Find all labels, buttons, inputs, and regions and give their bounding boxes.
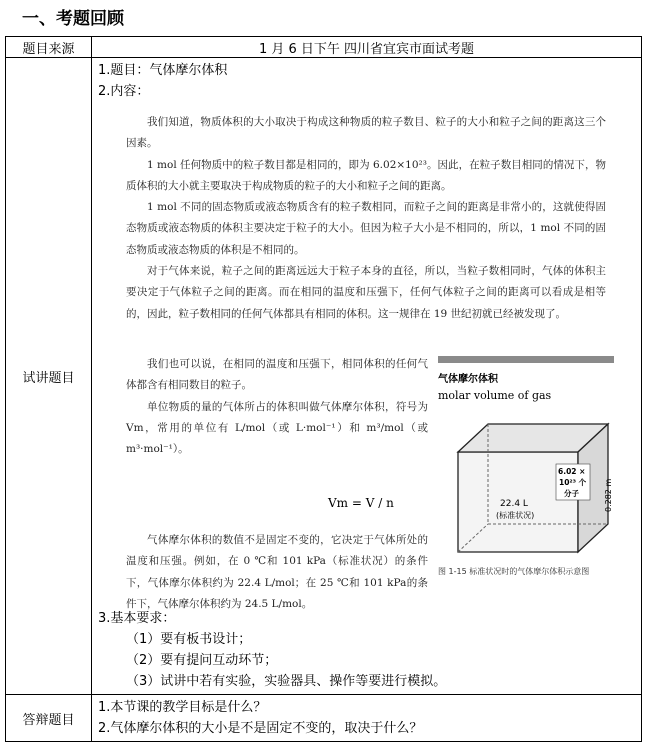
trial-row <box>6 58 642 695</box>
defense-content <box>92 695 642 742</box>
volume-label: 22.4 L <box>500 499 528 509</box>
defense-row <box>6 695 642 742</box>
topic-line: 1.题目：气体摩尔体积 <box>98 63 228 78</box>
tb-paragraph-6: 单位物质的量的气体所占的体积叫做气体摩尔体积，符号为 Vm，常用的单位有 L/mol（或 L·mol⁻¹）和 m³/mol（或m³·mol⁻¹）。 <box>126 400 428 456</box>
defense-question: 2.气体摩尔体积的大小是不是固定不变的，取决于什么？ <box>98 721 423 736</box>
source-value: 1 月 6 日下午 四川省宜宾市面试考题 <box>92 37 642 58</box>
section-title: 一、考题回顾 <box>22 9 124 29</box>
defense-label: 答辩题目 <box>6 695 92 742</box>
content-label: 2.内容： <box>98 84 150 99</box>
figure-bar <box>438 356 614 363</box>
requirement-item: （3）试讲中若有实验，实验器具、操作等要进行模拟。 <box>126 674 447 689</box>
tb-paragraph-1: 我们知道，物质体积的大小取决于构成这种物质的粒子数目、粒子的大小和粒子之间的距离这三个因素。 <box>126 116 606 150</box>
trial-content <box>92 58 642 695</box>
formula-vm: Vm = V / n <box>328 496 394 510</box>
molecule-power: 10²³ 个 <box>559 478 587 487</box>
edge-length-label: 0.282 m <box>604 478 613 512</box>
header-row <box>6 37 642 58</box>
textbook-text-narrow-2 <box>126 530 428 615</box>
cube-diagram <box>438 412 614 562</box>
tb-paragraph-5: 我们也可以说，在相同的温度和压强下，相同体积的任何气体都含有相同数目的粒子。 <box>126 358 428 392</box>
textbook-text-narrow <box>126 354 428 460</box>
tb-paragraph-7: 气体摩尔体积的数值不是固定不变的，它决定于气体所处的温度和压强。例如，在 0 ℃和 101 kPa（标准状况）的条件下，气体摩尔体积约为 22.4 L/mol；在 25 ℃和 101 kPa的条件下，气体摩尔体积约为 24.5 L/mol。 <box>126 534 428 610</box>
figure-subtitle: molar volume of gas <box>438 389 552 402</box>
exam-table <box>5 36 642 742</box>
defense-question: 1.本节课的教学目标是什么？ <box>98 700 267 715</box>
requirement-item: （1）要有板书设计； <box>126 632 252 647</box>
figure-title: 气体摩尔体积 <box>438 374 498 385</box>
trial-label: 试讲题目 <box>6 58 92 695</box>
molar-volume-figure <box>438 356 614 576</box>
tb-paragraph-2: 1 mol 任何物质中的粒子数目都是相同的，即为 6.02×10²³。因此，在粒子数目相同的情况下，物质体积的大小就主要取决于构成物质的粒子的大小和粒子之间的距离。 <box>126 158 606 192</box>
textbook-text-wide <box>126 112 606 325</box>
source-label: 题目来源 <box>6 37 92 58</box>
molecule-count: 6.02 × <box>558 467 586 476</box>
requirements-label: 3.基本要求： <box>98 611 176 626</box>
figure-caption: 图 1-15 标准状况时的气体摩尔体积示意图 <box>438 567 590 576</box>
requirement-item: （2）要有提问互动环节； <box>126 653 278 668</box>
molecule-unit: 分子 <box>564 489 579 498</box>
tb-paragraph-3: 1 mol 不同的固态物质或液态物质含有的粒子数相同，而粒子之间的距离是非常小的，这就使得固态物质或液态物质的体积主要决定于粒子的大小。但因为粒子大小是不相同的，所以，1 mol 不同的固态物质或液态物质的体积是不相同的。 <box>126 201 606 256</box>
textbook-excerpt <box>92 108 641 610</box>
volume-note: (标准状况) <box>496 511 535 520</box>
tb-paragraph-4: 对于气体来说，粒子之间的距离远远大于粒子本身的直径，所以，当粒子数相同时，气体的体积主要决定于气体粒子之间的距离。而在相同的温度和压强下，任何气体粒子之间的距离可以看成是相等的，因此，粒子数相同的任何气体都具有相同的体积。这一规律在 19 世纪初就已经被发现了。 <box>126 265 606 320</box>
